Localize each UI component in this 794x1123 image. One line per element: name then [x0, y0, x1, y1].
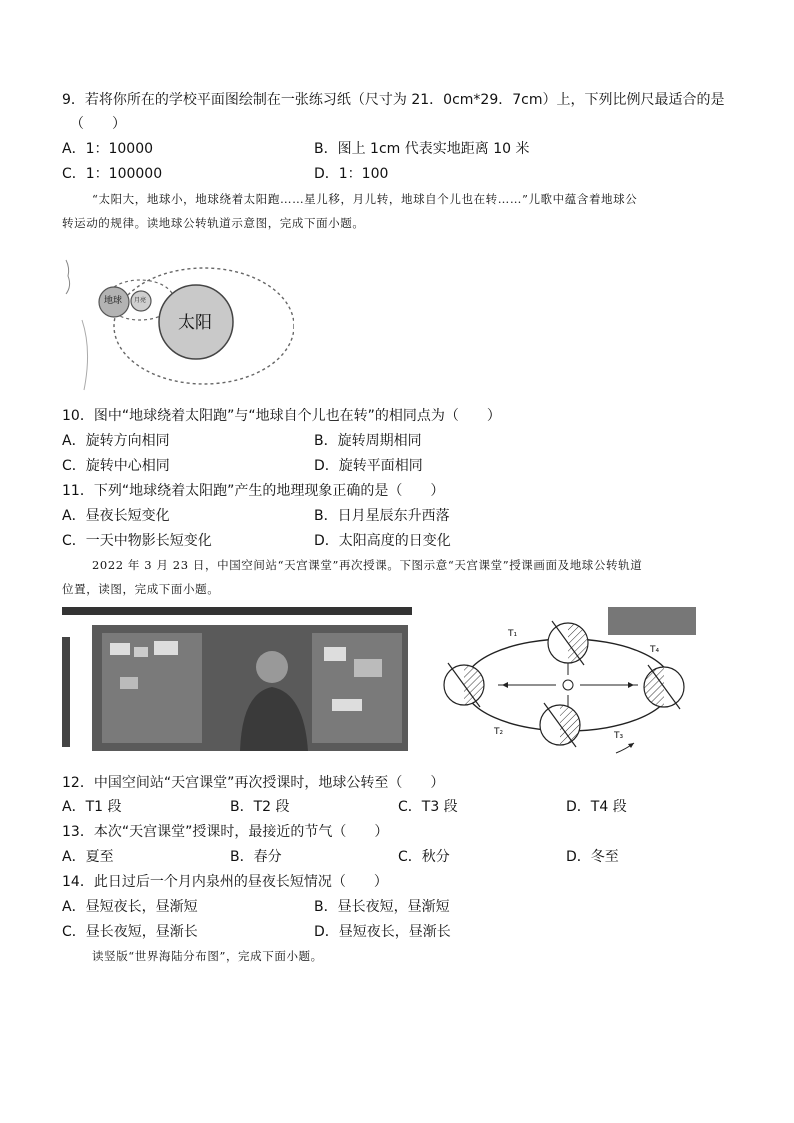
q14-stem: 14．此日过后一个月内泉州的昼夜长短情况（ ） — [62, 874, 388, 890]
q14-option-b[interactable]: B．昼长夜短，昼渐短 — [314, 899, 450, 915]
q11-option-c[interactable]: C．一天中物影长短变化 — [62, 533, 212, 549]
t4-label: T₄ — [650, 645, 660, 655]
q12-option-a[interactable]: A．T1 段 — [62, 799, 122, 815]
q12-option-c[interactable]: C．T3 段 — [398, 799, 458, 815]
passage1-line2: 转运动的规律。读地球公转轨道示意图，完成下面小题。 — [62, 216, 365, 230]
earth-label: 地球 — [104, 296, 123, 306]
q11-option-b[interactable]: B．日月星辰东升西落 — [314, 508, 450, 524]
q9-option-a[interactable]: A．1：10000 — [62, 141, 154, 157]
earth-orbit-figure — [62, 240, 294, 398]
q10-option-d[interactable]: D．旋转平面相同 — [314, 458, 423, 474]
passage3-line1: 读竖版“世界海陆分布图”，完成下面小题。 — [92, 949, 323, 963]
t3-label: T₃ — [614, 731, 624, 741]
q11-option-d[interactable]: D．太阳高度的日变化 — [314, 533, 451, 549]
q13-option-c[interactable]: C．秋分 — [398, 849, 450, 865]
t2-label: T₂ — [494, 727, 504, 737]
q13-option-a[interactable]: A．夏至 — [62, 849, 114, 865]
q9-blank: （ ） — [70, 116, 126, 132]
q13-stem: 13．本次“天宫课堂”授课时，最接近的节气（ ） — [62, 824, 389, 840]
q10-stem: 10．图中“地球绕着太阳跑”与“地球自个儿也在转”的相同点为（ ） — [62, 408, 501, 424]
astronaut-head — [256, 651, 288, 683]
passage1-line1: “太阳大，地球小，地球绕着太阳跑……星儿移，月儿转，地球自个儿也在转……”儿歌中蕴含着地球公 — [92, 192, 638, 206]
q10-option-c[interactable]: C．旋转中心相同 — [62, 458, 170, 474]
q9-option-c[interactable]: C．1：100000 — [62, 166, 163, 182]
q14-option-d[interactable]: D．昼短夜长，昼渐长 — [314, 924, 451, 940]
q12-stem: 12．中国空间站“天宫课堂”再次授课时，地球公转至（ ） — [62, 775, 445, 791]
passage2-line2: 位置，读图，完成下面小题。 — [62, 582, 220, 596]
q11-option-a[interactable]: A．昼夜长短变化 — [62, 508, 170, 524]
q9-option-d[interactable]: D．1：100 — [314, 166, 389, 182]
q9-stem: 9．若将你所在的学校平面图绘制在一张练习纸（尺寸为 21．0cm*29．7cm）上，下列比例尺最适合的是 — [62, 92, 725, 108]
orbit-positions-diagram — [428, 607, 696, 759]
q10-option-b[interactable]: B．旋转周期相同 — [314, 433, 422, 449]
q14-option-c[interactable]: C．昼长夜短，昼渐长 — [62, 924, 198, 940]
q13-option-d[interactable]: D．冬至 — [566, 849, 619, 865]
q14-option-a[interactable]: A．昼短夜长，昼渐短 — [62, 899, 198, 915]
sun-symbol — [563, 680, 573, 690]
t1-label: T₁ — [508, 629, 518, 639]
sun-label: 太阳 — [178, 313, 212, 333]
moon-label: 月亮 — [134, 297, 147, 304]
q10-option-a[interactable]: A．旋转方向相同 — [62, 433, 170, 449]
q13-option-b[interactable]: B．春分 — [230, 849, 282, 865]
q12-option-d[interactable]: D．T4 段 — [566, 799, 627, 815]
q11-stem: 11．下列“地球绕着太阳跑”产生的地理现象正确的是（ ） — [62, 483, 445, 499]
tiangong-classroom-photo — [62, 607, 412, 757]
passage2-line1: 2022 年 3 月 23 日，中国空间站“天宫课堂”再次授课。下图示意“天宫课堂”授课画面及地球公转轨道 — [92, 558, 643, 572]
q9-option-b[interactable]: B．图上 1cm 代表实地距离 10 米 — [314, 141, 530, 157]
q12-option-b[interactable]: B．T2 段 — [230, 799, 290, 815]
